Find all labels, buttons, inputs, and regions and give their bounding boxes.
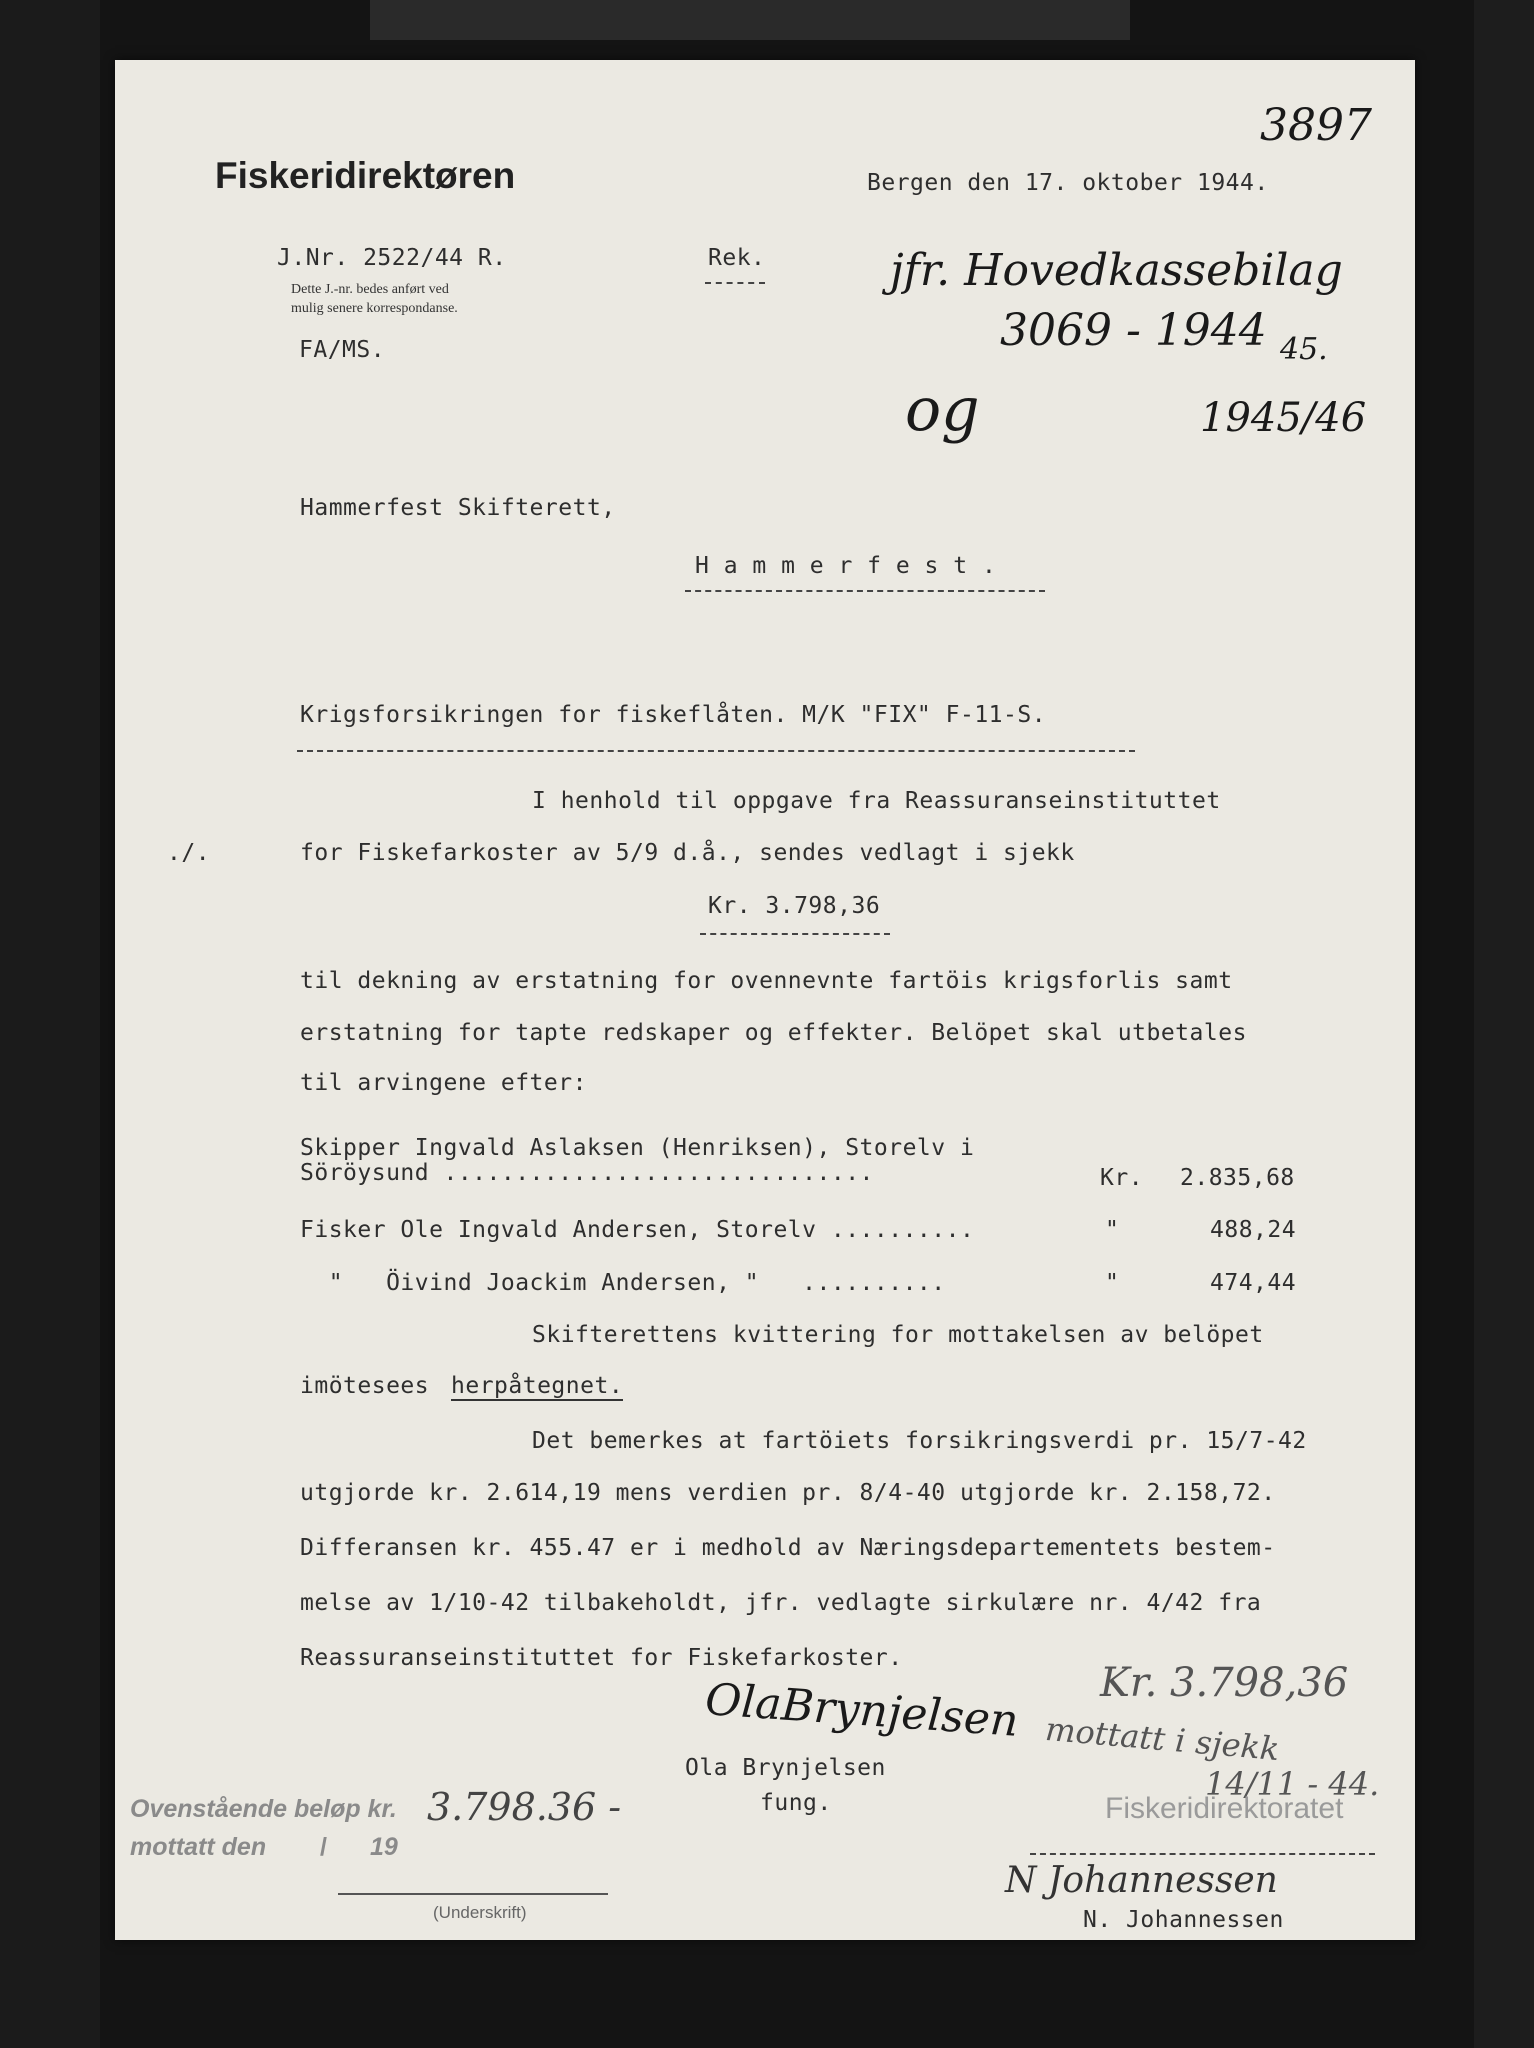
signatory-title: fung. [760, 1790, 832, 1816]
stamp-right-org: Fiskeridirektoratet [1105, 1792, 1344, 1825]
annotation-line1: jfr. Hovedkassebilag [890, 245, 1343, 296]
p4-line3: Differansen kr. 455.47 er i medhold av Næringsdepartementets bestem- [300, 1535, 1276, 1561]
p3-underlined: herpåtegnet. [451, 1373, 624, 1399]
annotation-line4: 1945/46 [1200, 395, 1367, 441]
heir-1-currency: Kr. [1100, 1165, 1144, 1191]
p2-line1: til dekning av erstatning for ovennevnte fartöis krigsforlis samt [300, 968, 1233, 994]
stamp-left-date: / [320, 1833, 327, 1861]
rek-underline [705, 282, 765, 284]
recipient-city: H a m m e r f e s t . [695, 553, 997, 579]
receipt-amount: Kr. 3.798,36 [1100, 1660, 1349, 1706]
stamp-left-signature-line [338, 1893, 608, 1895]
heir-2-currency: " [1105, 1217, 1120, 1243]
p4-line4: melse av 1/10-42 tilbakeholdt, jfr. vedlagte sirkulære nr. 4/42 fra [300, 1590, 1262, 1616]
heir-2-amount: 488,24 [1210, 1217, 1297, 1243]
p4-line2: utgjorde kr. 2.614,19 mens verdien pr. 8/4-40 utgjorde kr. 2.158,72. [300, 1480, 1276, 1506]
letterhead-org: Fiskeridirektøren [215, 155, 516, 196]
stamp-left-label2: mottatt den [130, 1833, 267, 1861]
scanner-right-edge [1474, 0, 1534, 2048]
subject-underline [297, 750, 1135, 752]
stamp-right-name: N. Johannessen [1083, 1907, 1284, 1933]
heir-1-amount: 2.835,68 [1180, 1165, 1295, 1191]
receipt-date: 14/11 - 44. [1205, 1765, 1380, 1803]
p4-line1: Det bemerkes at fartöiets forsikringsverdi pr. 15/7-42 [532, 1428, 1307, 1454]
p2-line2: erstatning for tapte redskaper og effekter. Belöpet skal utbetales [300, 1020, 1247, 1046]
stamp-left-label1: Ovenstående beløp kr. [130, 1795, 397, 1823]
stamp-left-sign-label: (Underskrift) [433, 1903, 527, 1922]
journal-note-1: Dette J.-nr. bedes anført ved [291, 282, 449, 297]
amount-underline [700, 933, 890, 935]
stamp-right-dashes [1030, 1853, 1375, 1855]
margin-mark: ./. [167, 840, 211, 866]
p3-line2: imötesees [300, 1373, 430, 1399]
archive-number: 3897 [1260, 100, 1372, 151]
heir-3-line: " Öivind Joackim Andersen, " .......... [300, 1270, 946, 1296]
p3-line1: Skifterettens kvittering for mottakelsen av belöpet [532, 1322, 1264, 1348]
heir-3-amount: 474,44 [1210, 1270, 1297, 1296]
heir-3-currency: " [1105, 1270, 1120, 1296]
heir-1-line2: Söröysund .............................. [300, 1160, 874, 1186]
annotation-suffix: 45. [1280, 332, 1328, 367]
heir-2-line: Fisker Ole Ingvald Andersen, Storelv .......... [300, 1217, 975, 1243]
annotation-line3: og [905, 375, 980, 445]
scanner-top-clip [370, 0, 1130, 40]
stamp-left-value: 3.798.36 - [427, 1785, 622, 1829]
recipient-name: Hammerfest Skifterett, [300, 495, 616, 521]
letter-page [115, 60, 1415, 1940]
p4-line5: Reassuranseinstituttet for Fiskefarkoster. [300, 1645, 903, 1671]
journal-note-2: mulig senere korrespondanse. [291, 301, 458, 316]
city-underline [685, 590, 1045, 592]
stamp-left-year: 19 [370, 1833, 398, 1861]
receipt-text: mottatt i sjekk [1043, 1709, 1281, 1769]
signature-scrawl: OlaBrynjelsen [703, 1674, 1021, 1747]
amount-total: Kr. 3.798,36 [708, 893, 881, 919]
initials: FA/MS. [299, 337, 386, 363]
heir-1-line1: Skipper Ingvald Aslaksen (Henriksen), Storelv i [300, 1135, 975, 1161]
journal-number: J.Nr. 2522/44 R. [277, 245, 507, 271]
annotation-line2: 3069 - 1944 [1000, 305, 1267, 356]
rek-label: Rek. [708, 245, 766, 271]
scanner-left-edge [0, 0, 100, 2048]
p1-line1: I henhold til oppgave fra Reassuranseinstituttet [532, 788, 1221, 814]
stamp-right-signature: N Johannessen [1005, 1860, 1278, 1901]
signatory-name: Ola Brynjelsen [685, 1755, 886, 1781]
p2-line3: til arvingene efter: [300, 1070, 587, 1096]
date-line: Bergen den 17. oktober 1944. [867, 170, 1269, 196]
p1-line2: for Fiskefarkoster av 5/9 d.å., sendes vedlagt i sjekk [300, 840, 1075, 866]
subject-line: Krigsforsikringen for fiskeflåten. M/K "FIX" F-11-S. [300, 702, 1047, 728]
